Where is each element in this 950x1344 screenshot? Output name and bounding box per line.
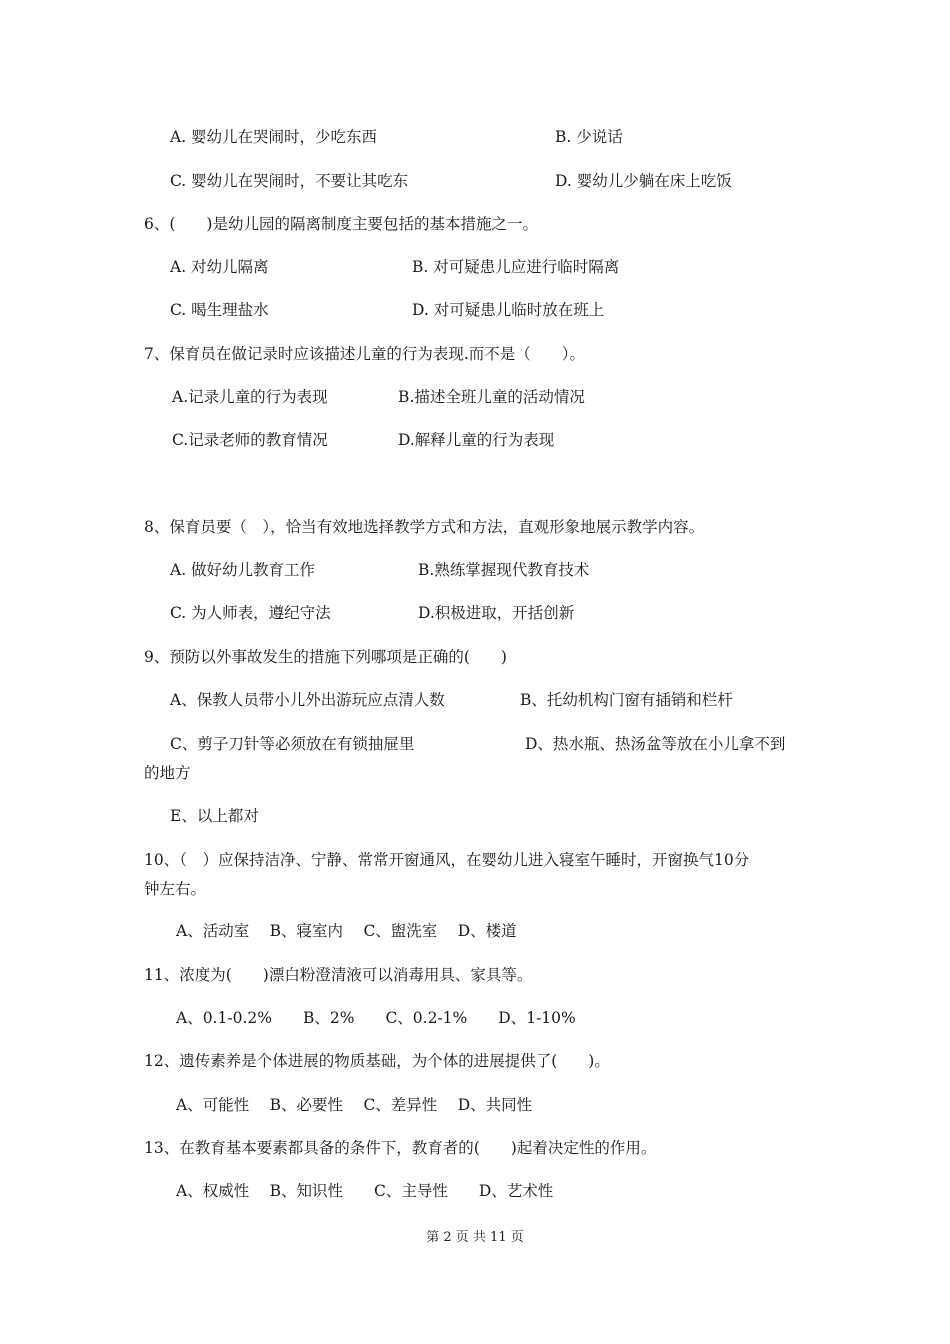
q10-stem: 10、（ ）应保持洁净、宁静、常常开窗通风，在婴幼儿进入寝室午睡时，开窗换气10分 [144, 851, 750, 869]
q13-options: A、权威性 B、知识性 C、主导性 D、艺术性 [176, 1182, 554, 1200]
q9-option-e: E、以上都对 [170, 807, 259, 825]
q7-option-b: B.描述全班儿童的活动情况 [398, 388, 585, 406]
q6-option-d: D. 对可疑患儿临时放在班上 [412, 301, 605, 319]
q6-stem: 6、( )是幼儿园的隔离制度主要包括的基本措施之一。 [144, 215, 538, 233]
q12-stem: 12、遗传素养是个体进展的物质基础，为个体的进展提供了( )。 [144, 1052, 610, 1070]
q8-option-b: B.熟练掌握现代教育技术 [418, 561, 590, 579]
q8-stem: 8、保育员要（ ），恰当有效地选择教学方式和方法，直观形象地展示教学内容。 [144, 518, 705, 536]
q6-option-c: C. 喝生理盐水 [170, 301, 269, 319]
q5-option-b: B. 少说话 [555, 128, 623, 146]
q7-option-d: D.解释儿童的行为表现 [398, 431, 555, 449]
q9-option-c: C、剪子刀针等必须放在有锁抽屉里 [170, 735, 415, 753]
q6-option-b: B. 对可疑患儿应进行临时隔离 [412, 258, 620, 276]
q10-stem-continuation: 钟左右。 [144, 880, 207, 898]
q13-stem: 13、在教育基本要素都具备的条件下，教育者的( )起着决定性的作用。 [144, 1139, 657, 1157]
page-number-footer: 第 2 页 共 11 页 [426, 1230, 524, 1245]
q8-option-c: C. 为人师表，遵纪守法 [170, 604, 331, 622]
q9-stem: 9、预防以外事故发生的措施下列哪项是正确的( ) [144, 648, 507, 666]
q9-option-b: B、托幼机构门窗有插销和栏杆 [520, 691, 733, 709]
q12-options: A、可能性 B、必要性 C、差异性 D、共同性 [176, 1096, 533, 1114]
q9-option-d-continuation: 的地方 [144, 764, 191, 782]
q11-options: A、0.1-0.2% B、2% C、0.2-1% D、1-10% [176, 1009, 576, 1027]
q5-option-a: A. 婴幼儿在哭闹时，少吃东西 [170, 128, 378, 146]
q10-options: A、活动室 B、寝室内 C、盥洗室 D、楼道 [176, 922, 517, 940]
q7-option-c: C.记录老师的教育情况 [172, 431, 328, 449]
q6-option-a: A. 对幼儿隔离 [170, 258, 269, 276]
q9-option-a: A、保教人员带小儿外出游玩应点清人数 [170, 691, 445, 709]
q11-stem: 11、浓度为( )漂白粉澄清液可以消毒用具、家具等。 [144, 966, 533, 984]
q7-stem: 7、保育员在做记录时应该描述儿童的行为表现.而不是（ ）。 [144, 345, 586, 363]
q8-option-a: A. 做好幼儿教育工作 [170, 561, 316, 579]
q9-option-d: D、热水瓶、热汤盆等放在小儿拿不到 [525, 735, 786, 753]
q5-option-c: C. 婴幼儿在哭闹时，不要让其吃东 [170, 172, 409, 190]
q5-option-d: D. 婴幼儿少躺在床上吃饭 [555, 172, 732, 190]
q7-option-a: A.记录儿童的行为表现 [172, 388, 328, 406]
q8-option-d: D.积极进取，开括创新 [418, 604, 575, 622]
